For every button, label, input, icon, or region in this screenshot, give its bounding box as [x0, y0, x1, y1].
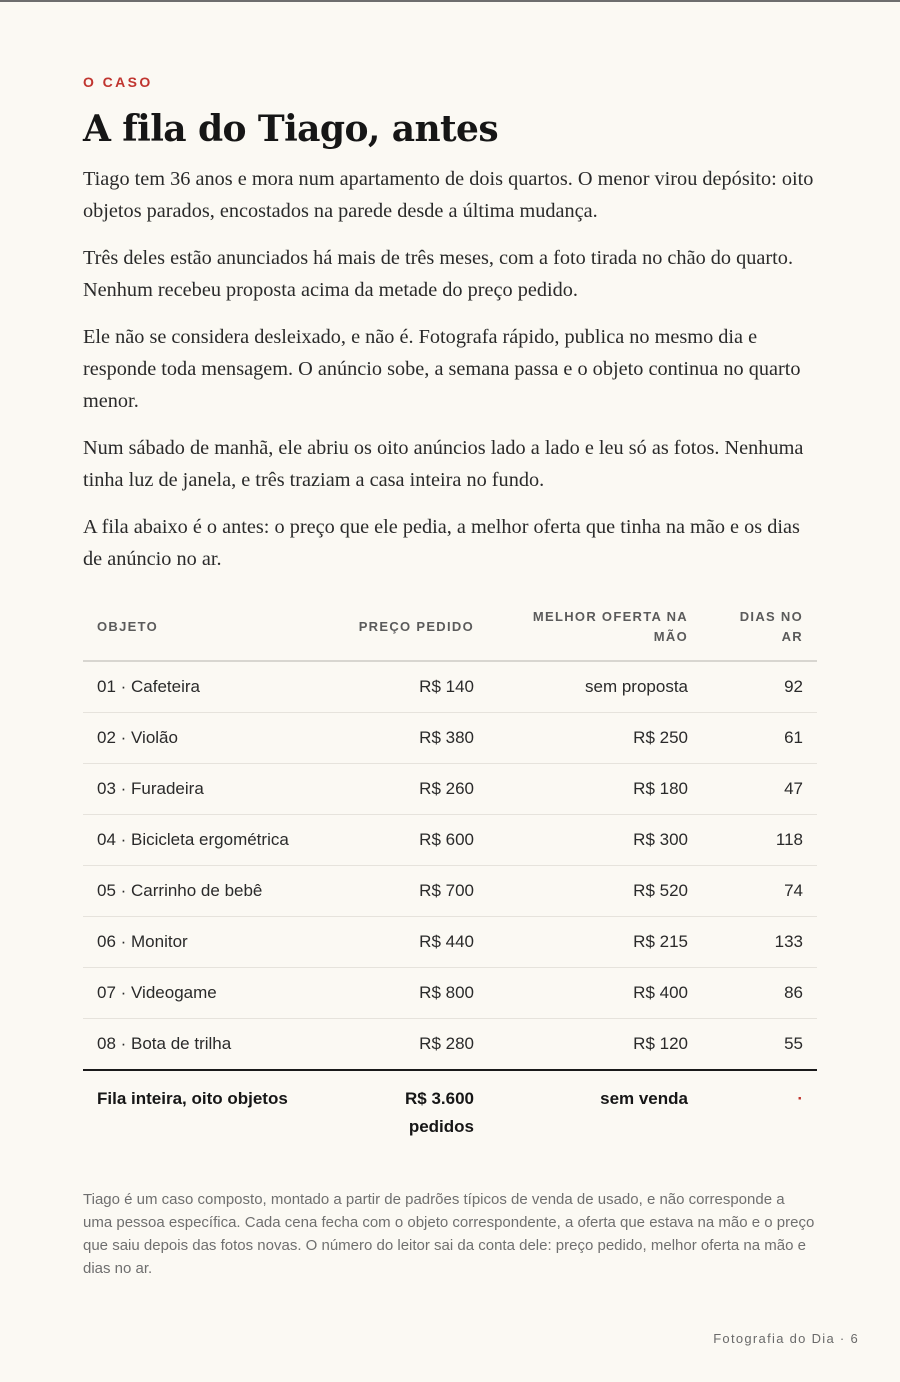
cell-days-listed: 55 — [702, 1019, 817, 1071]
table-row — [83, 661, 817, 713]
cell-object: 08 · Bota de trilha — [83, 1019, 325, 1071]
table-row — [83, 713, 817, 764]
paragraph: Tiago tem 36 anos e mora num apartamento de dois quartos. O menor virou depósito: oito objetos parados, encostados na parede desde a última mudança. — [83, 168, 814, 222]
footnote: Tiago é um caso composto, montado a partir de padrões típicos de venda de usado, e não corresponde a uma pessoa específica. Cada cena fecha com o objeto correspondente, a oferta que estava na mão e o preço que saiu depois das fotos novas. O número do leitor sai da conta dele: preço pedido, melhor oferta na mão e dias no ar. — [83, 1191, 815, 1277]
total-asked-price: R$ 3.600 pedidos — [405, 1089, 474, 1136]
objects-table — [83, 593, 817, 1153]
cell-days-listed: 133 — [702, 917, 817, 968]
cell-object: 03 · Furadeira — [83, 764, 325, 815]
paragraph: Ele não se considera desleixado, e não é. Fotografa rápido, publica no mesmo dia e responde toda mensagem. O anúncio sobe, a semana passa e o objeto continua no quarto menor. — [83, 326, 801, 412]
cell-object: 06 · Monitor — [83, 917, 325, 968]
table-header-row — [83, 593, 817, 661]
cell-best-offer: R$ 300 — [488, 815, 702, 866]
paragraph: A fila abaixo é o antes: o preço que ele pedia, a melhor oferta que tinha na mão e os dias de anúncio no ar. — [83, 516, 800, 570]
cell-object: 05 · Carrinho de bebê — [83, 866, 325, 917]
cell-asked-price: R$ 600 — [325, 815, 488, 866]
paragraph: Num sábado de manhã, ele abriu os oito anúncios lado a lado e leu só as fotos. Nenhuma tinha luz de janela, e três traziam a casa inteira no fundo. — [83, 437, 804, 491]
table-row — [83, 917, 817, 968]
cell-object: 07 · Videogame — [83, 968, 325, 1019]
cell-object: 01 · Cafeteira — [83, 661, 325, 713]
page-footer: Fotografia do Dia · 6 — [713, 1331, 859, 1346]
total-days-dot: · — [797, 1089, 803, 1108]
cell-asked-price: R$ 700 — [325, 866, 488, 917]
total-best-offer: sem venda — [600, 1089, 688, 1108]
table-row — [83, 815, 817, 866]
cell-asked-price: R$ 800 — [325, 968, 488, 1019]
cell-days-listed: 47 — [702, 764, 817, 815]
cell-days-listed: 118 — [702, 815, 817, 866]
page-title: A fila do Tiago, antes — [83, 108, 499, 150]
cell-best-offer: R$ 520 — [488, 866, 702, 917]
cell-asked-price: R$ 140 — [325, 661, 488, 713]
column-header-asked-price: PREÇO PEDIDO — [325, 593, 488, 661]
table-row — [83, 764, 817, 815]
column-header-object: OBJETO — [83, 593, 325, 661]
paragraph: Três deles estão anunciados há mais de três meses, com a foto tirada no chão do quarto. Nenhum recebeu proposta acima da metade do preço pedido. — [83, 247, 794, 301]
cell-asked-price: R$ 260 — [325, 764, 488, 815]
cell-object: 02 · Violão — [83, 713, 325, 764]
cell-best-offer: R$ 250 — [488, 713, 702, 764]
total-days-cell — [702, 1070, 817, 1153]
column-header-days-listed: DIAS NO AR — [702, 593, 817, 661]
cell-best-offer: R$ 120 — [488, 1019, 702, 1071]
total-label: Fila inteira, oito objetos — [97, 1089, 288, 1108]
table-row — [83, 968, 817, 1019]
cell-days-listed: 92 — [702, 661, 817, 713]
cell-best-offer: R$ 400 — [488, 968, 702, 1019]
cell-object: 04 · Bicicleta ergométrica — [83, 815, 325, 866]
cell-asked-price: R$ 440 — [325, 917, 488, 968]
cell-asked-price: R$ 380 — [325, 713, 488, 764]
cell-days-listed: 86 — [702, 968, 817, 1019]
cell-best-offer: sem proposta — [488, 661, 702, 713]
cell-days-listed: 74 — [702, 866, 817, 917]
table-row — [83, 1019, 817, 1071]
cell-days-listed: 61 — [702, 713, 817, 764]
article-body — [83, 163, 823, 590]
table-total-row — [83, 1070, 817, 1153]
section-kicker: O CASO — [83, 74, 153, 90]
table-row — [83, 866, 817, 917]
column-header-best-offer: MELHOR OFERTA NA MÃO — [488, 593, 702, 661]
cell-best-offer: R$ 180 — [488, 764, 702, 815]
cell-asked-price: R$ 280 — [325, 1019, 488, 1071]
cell-best-offer: R$ 215 — [488, 917, 702, 968]
